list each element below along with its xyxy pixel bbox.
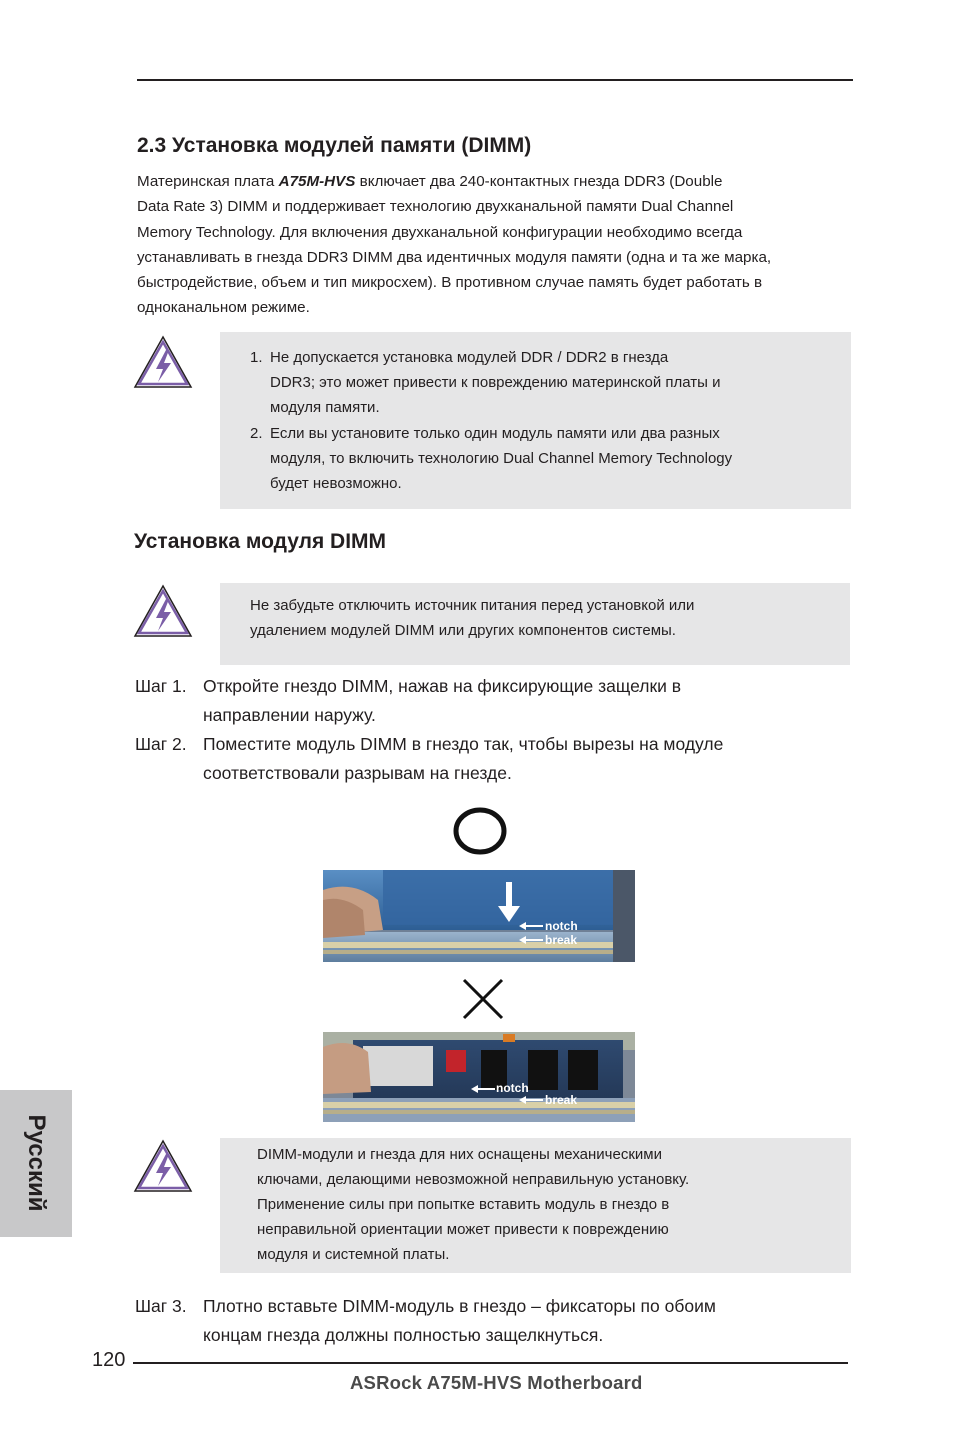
section-title: 2.3 Установка модулей памяти (DIMM) xyxy=(137,134,532,157)
note-line: модуля, то включить технологию Dual Channel Memory Technology xyxy=(270,450,733,467)
note-item xyxy=(250,421,830,496)
intro-line: быстродействие, объем и тип микросхем). В противном случае память будет работать в xyxy=(137,274,763,292)
warning-icon xyxy=(133,1138,193,1194)
break-label: break xyxy=(545,1093,578,1107)
note-box-dimm-types xyxy=(220,332,851,509)
step-line: Откройте гнездо DIMM, нажав на фиксирующие защелки в xyxy=(203,676,682,696)
header-rule xyxy=(137,79,853,81)
step-2 xyxy=(135,730,855,790)
footer-title: ASRock A75M-HVS Motherboard xyxy=(350,1372,643,1393)
cross-icon xyxy=(460,976,506,1022)
break-label: break xyxy=(545,933,578,947)
notch-label: notch xyxy=(545,919,578,933)
note-line: Не забудьте отключить источник питания перед установкой или xyxy=(250,597,695,614)
step-label: Шаг 1. xyxy=(135,676,187,696)
intro-text-start: Материнская плата xyxy=(137,173,279,190)
model-name: A75M-HVS xyxy=(278,173,356,190)
warning-icon xyxy=(133,334,193,390)
step-line: концам гнезда должны полностью защелкнуться. xyxy=(203,1325,604,1345)
note-line: Если вы установите только один модуль памяти или два разных xyxy=(270,425,720,442)
intro-line: включает два 240-контактных гнезда DDR3 (Double xyxy=(355,173,723,190)
note-line: DIMM-модули и гнезда для них оснащены механическими xyxy=(257,1146,662,1163)
footer-rule xyxy=(133,1362,848,1364)
note-line: DDR3; это может привести к повреждению материнской платы и xyxy=(270,374,721,391)
warning-icon xyxy=(133,583,193,639)
note-line: неправильной ориентации может привести к повреждению xyxy=(257,1221,669,1238)
language-tab xyxy=(0,1090,72,1237)
dimm-correct-photo xyxy=(323,870,635,962)
dimm-wrong-photo xyxy=(323,1032,635,1122)
note-item-number: 1. xyxy=(250,349,263,366)
step-line: направлении наружу. xyxy=(203,705,376,725)
note-item-number: 2. xyxy=(250,425,263,442)
circle-icon xyxy=(452,805,508,857)
intro-line: одноканальном режиме. xyxy=(137,299,310,317)
step-label: Шаг 3. xyxy=(135,1296,187,1316)
note-line: Применение силы при попытке вставить модуль в гнездо в xyxy=(257,1196,670,1213)
note-line: модуля памяти. xyxy=(270,399,380,416)
step-line: Поместите модуль DIMM в гнездо так, чтобы вырезы на модуле xyxy=(203,734,724,754)
step-line: Плотно вставьте DIMM-модуль в гнездо – фиксаторы по обоим xyxy=(203,1296,716,1316)
step-line: соответствовали разрывам на гнезде. xyxy=(203,763,512,783)
intro-line: Data Rate 3) DIMM и поддерживает технологию двухканальной памяти Dual Channel xyxy=(137,198,734,216)
note-box-keys xyxy=(220,1138,851,1273)
intro-paragraph xyxy=(137,169,853,321)
page-number: 120 xyxy=(92,1349,126,1371)
note-line: будет невозможно. xyxy=(270,475,402,492)
note-line: модуля и системной платы. xyxy=(257,1246,450,1263)
step-label: Шаг 2. xyxy=(135,734,187,754)
subsection-title: Установка модуля DIMM xyxy=(134,530,387,553)
step-1 xyxy=(135,672,855,732)
note-line: Не допускается установка модулей DDR / DDR2 в гнезда xyxy=(270,349,669,366)
note-item xyxy=(250,345,830,420)
intro-line: устанавливать в гнезда DDR3 DIMM два идентичных модуля памяти (одна и та же марка, xyxy=(137,248,772,266)
note-line: удалением модулей DIMM или других компонентов системы. xyxy=(250,622,676,639)
notch-label: notch xyxy=(496,1081,529,1095)
language-tab-label: Русский xyxy=(23,1114,50,1212)
intro-line: Memory Technology. Для включения двухканальной конфигурации необходимо всегда xyxy=(137,223,743,241)
note-line: ключами, делающими невозможной неправильную установку. xyxy=(257,1171,690,1188)
step-3 xyxy=(135,1292,855,1352)
note-box-power xyxy=(220,583,850,665)
